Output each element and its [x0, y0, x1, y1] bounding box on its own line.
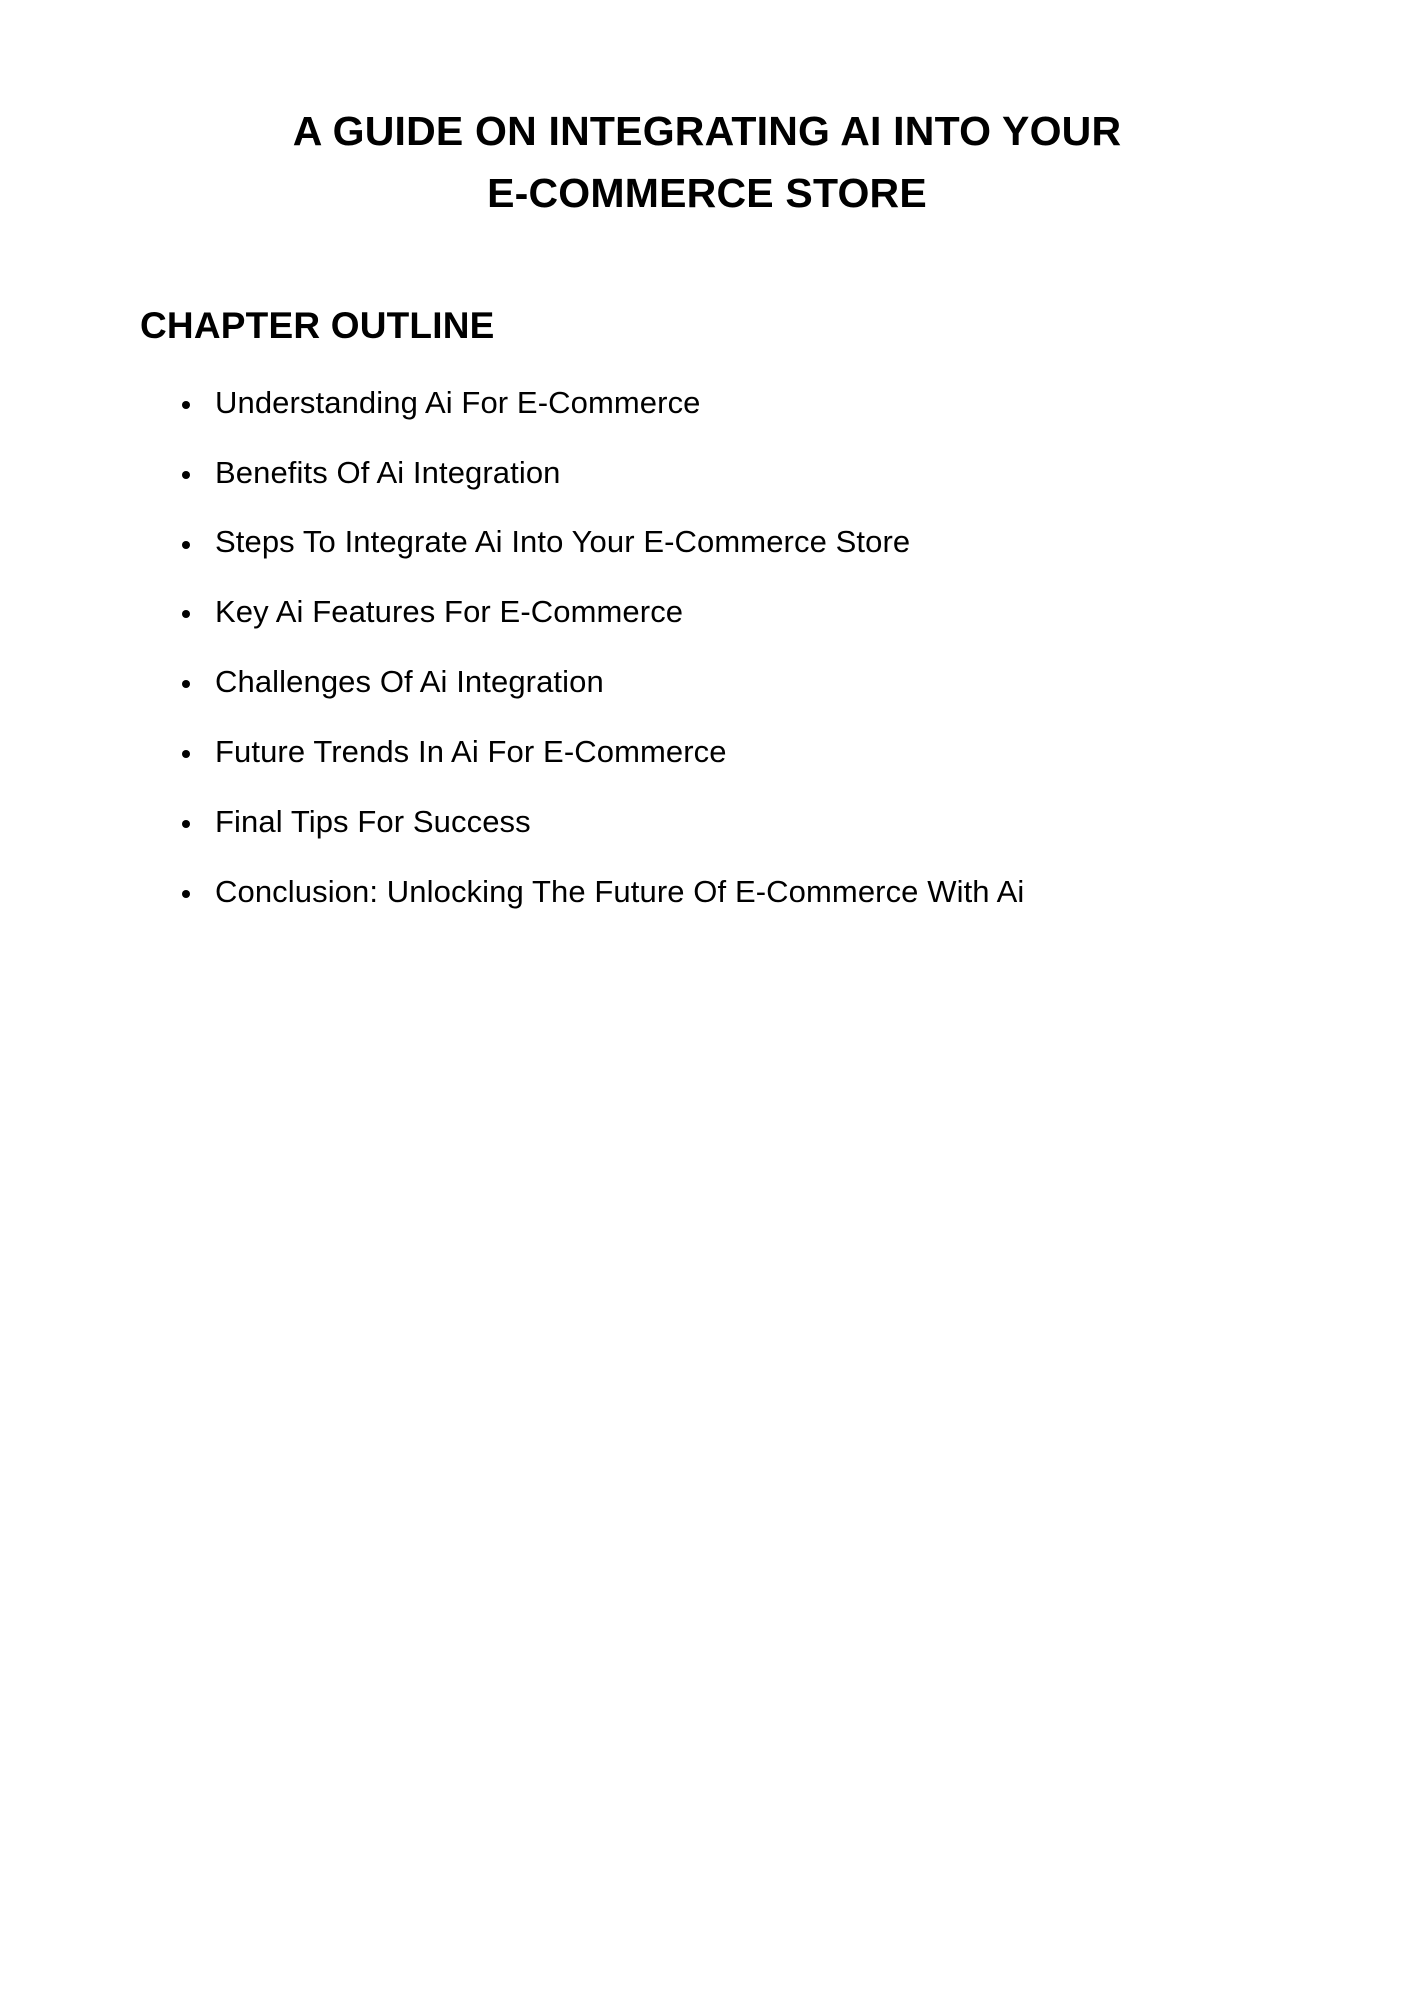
bullet-icon [182, 401, 190, 409]
bullet-icon [182, 610, 190, 618]
chapter-outline-list [0, 350, 1414, 913]
section-heading-chapter-outline: CHAPTER OUTLINE [140, 304, 495, 346]
list-item-label: Benefits Of Ai Integration [215, 454, 561, 490]
bullet-icon [182, 750, 190, 758]
list-item [0, 661, 1414, 703]
list-item [0, 521, 1414, 563]
page-title [0, 0, 1414, 225]
list-item [0, 382, 1414, 424]
list-item-label: Final Tips For Success [215, 803, 531, 839]
list-item [0, 871, 1414, 913]
page-title-line-2: E-COMMERCE STORE [487, 170, 927, 217]
list-item-label: Key Ai Features For E-Commerce [215, 594, 684, 630]
list-item-label: Future Trends In Ai For E-Commerce [215, 733, 727, 769]
list-item [0, 731, 1414, 773]
bullet-icon [182, 680, 190, 688]
list-item-label: Steps To Integrate Ai Into Your E-Commerce Store [215, 524, 911, 560]
page-title-line-1: A GUIDE ON INTEGRATING AI INTO YOUR [292, 108, 1122, 154]
document-body [0, 0, 1414, 940]
list-item-label: Understanding Ai For E-Commerce [215, 384, 701, 420]
list-item [0, 801, 1414, 843]
bullet-icon [182, 471, 190, 479]
bullet-icon [182, 820, 190, 828]
list-item [0, 591, 1414, 633]
bullet-icon [182, 541, 190, 549]
list-item [0, 452, 1414, 494]
bullet-icon [182, 890, 190, 898]
list-item-label: Challenges Of Ai Integration [215, 664, 604, 700]
list-item-label: Conclusion: Unlocking The Future Of E-Commerce With Ai [215, 873, 1025, 909]
